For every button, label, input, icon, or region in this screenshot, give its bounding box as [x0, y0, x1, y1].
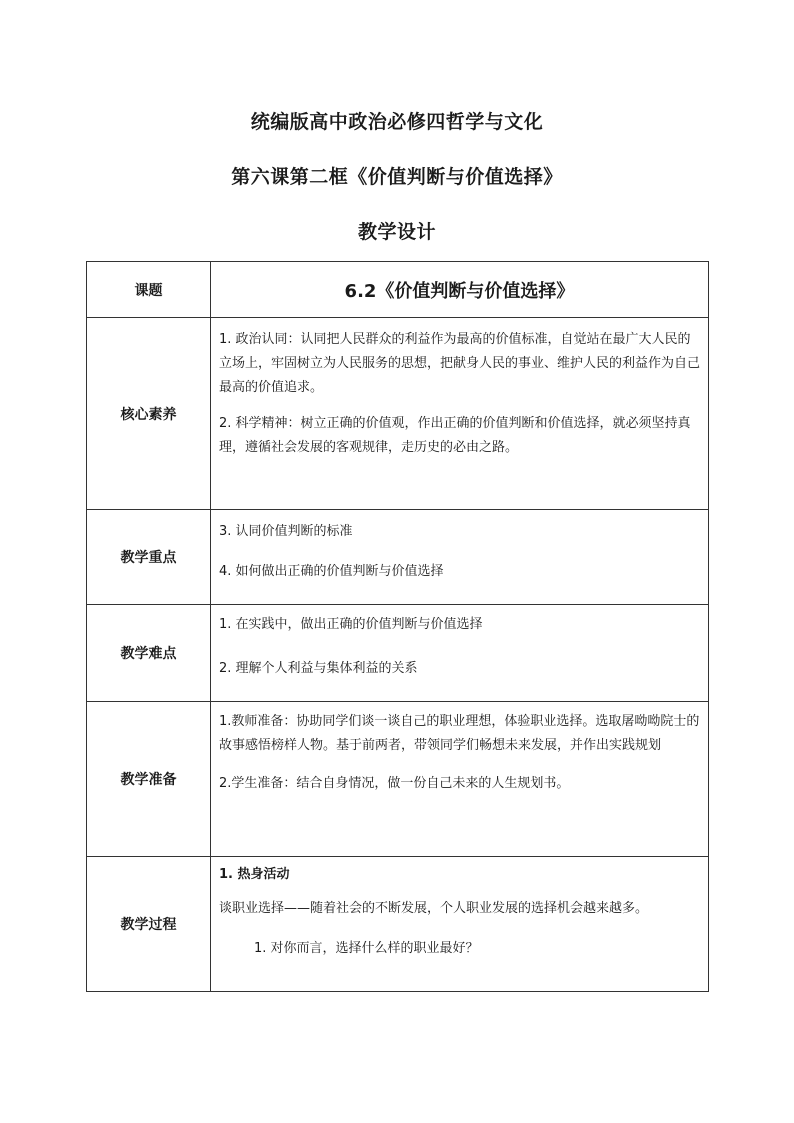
table-row-key — [87, 510, 709, 605]
key-content — [211, 510, 709, 605]
difficult-item-2: 2. 理解个人利益与集体利益的关系 — [219, 661, 418, 676]
table-row-course — [87, 262, 709, 318]
process-label: 教学过程 — [87, 857, 211, 992]
key-item-1: 3. 认同价值判断的标准 — [219, 524, 353, 539]
design-title: 教学设计 — [357, 221, 436, 243]
process-question: 1. 对你而言，选择什么样的职业最好？ — [254, 941, 479, 956]
core-label: 核心素养 — [87, 318, 211, 510]
lesson-title: 第六课第二框《价值判断与价值选择》 — [231, 166, 563, 188]
prep-item-2: 2.学生准备：结合自身情况，做一份自己未来的人生规划书。 — [219, 776, 570, 791]
key-item-2: 4. 如何做出正确的价值判断与价值选择 — [219, 564, 444, 579]
key-label: 教学重点 — [87, 510, 211, 605]
difficult-item-1: 1. 在实践中，做出正确的价值判断与价值选择 — [219, 617, 483, 632]
prep-content — [211, 702, 709, 857]
core-item-1: 1. 政治认同：认同把人民群众的利益作为最高的价值标准，自觉站在最广大人民的立场上，牢固树立为人民服务的思想，把献身人民的事业、维护人民的利益作为自己最高的价值追求。 — [219, 332, 701, 395]
core-item-2: 2. 科学精神：树立正确的价值观，作出正确的价值判断和价值选择，就必须坚持真理，遵循社会发展的客观规律，走历史的必由之路。 — [219, 416, 691, 455]
table-row-process — [87, 857, 709, 992]
difficult-content — [211, 605, 709, 702]
lesson-plan-table — [86, 261, 709, 992]
core-content — [211, 318, 709, 510]
course-title: 6.2《价值判断与价值选择》 — [211, 262, 709, 318]
table-row-core — [87, 318, 709, 510]
course-label: 课题 — [87, 262, 211, 318]
table-row-prep — [87, 702, 709, 857]
document-title: 统编版高中政治必修四哲学与文化 — [250, 111, 544, 133]
difficult-label: 教学难点 — [87, 605, 211, 702]
process-content — [211, 857, 709, 992]
process-intro: 谈职业选择——随着社会的不断发展，个人职业发展的选择机会越来越多。 — [219, 901, 649, 916]
prep-label: 教学准备 — [87, 702, 211, 857]
process-heading: 1. 热身活动 — [219, 867, 290, 882]
table-row-difficult — [87, 605, 709, 702]
prep-item-1: 1.教师准备：协助同学们谈一谈自己的职业理想，体验职业选择。选取屠呦呦院士的故事感悟榜样人物。基于前两者，带领同学们畅想未来发展，并作出实践规划 — [219, 714, 700, 753]
